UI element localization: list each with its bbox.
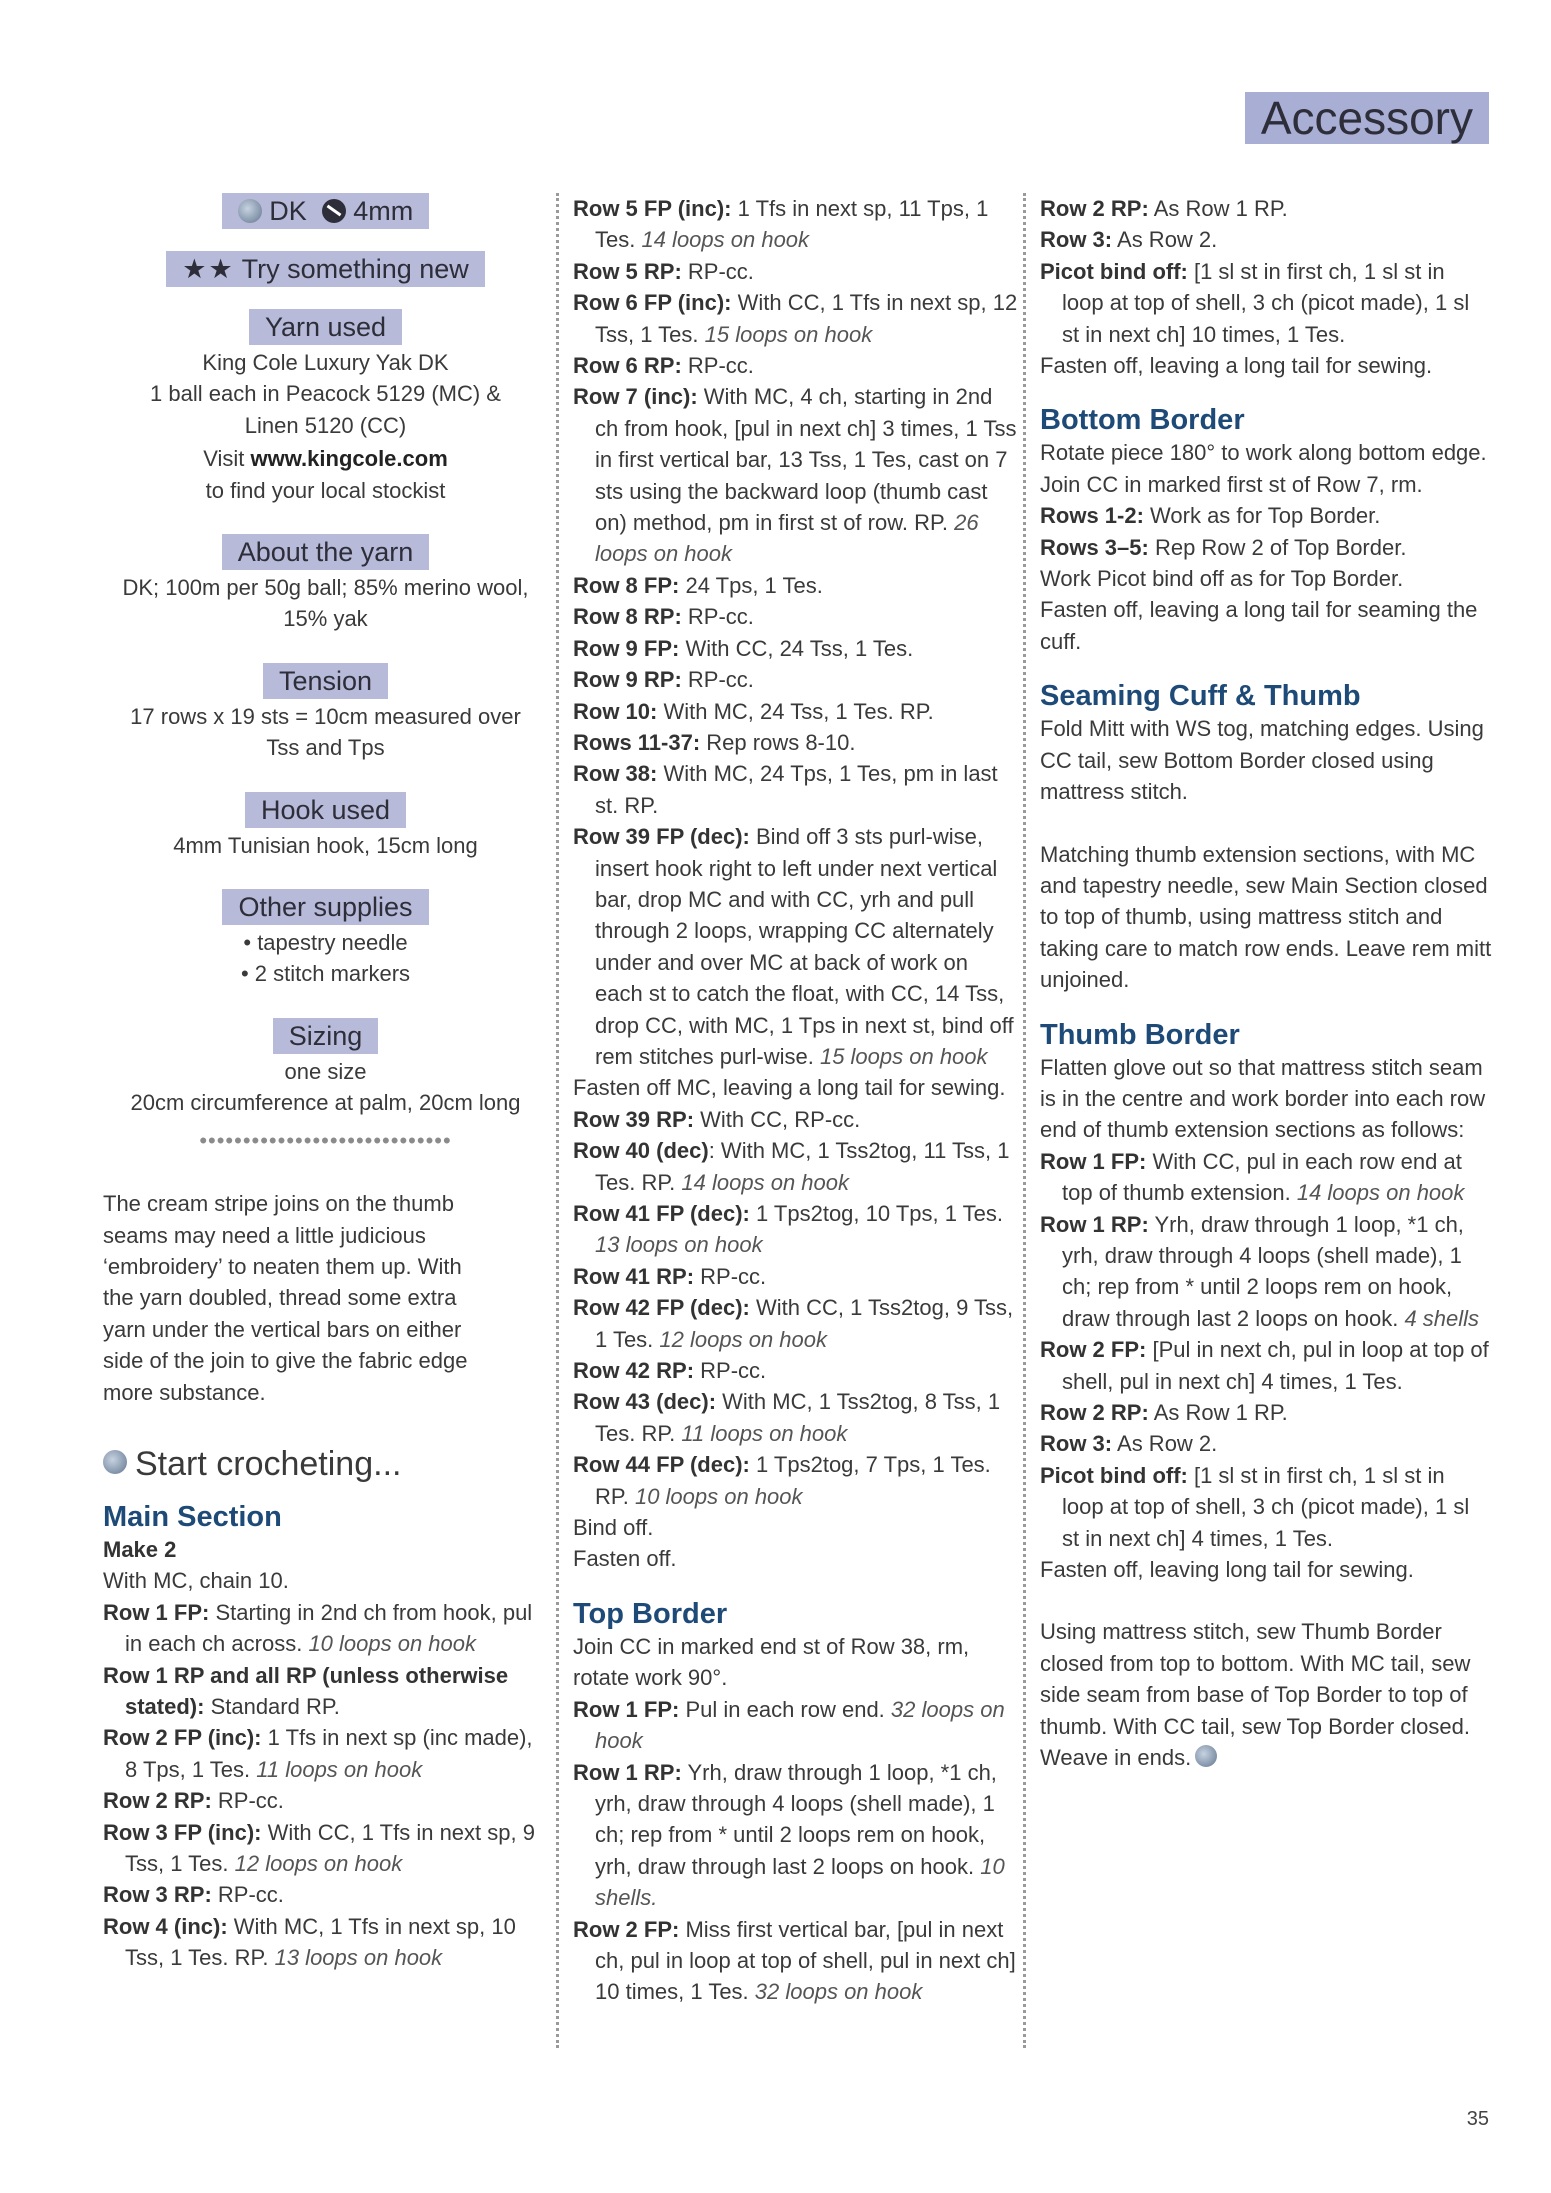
bottom-border-line: Rotate piece 180° to work along bottom edge. bbox=[1040, 440, 1487, 466]
row-text: [Pul in next ch, pul in loop at top of shell, pul in next ch] 4 times, 1 Tes. bbox=[1062, 1337, 1489, 1394]
row-label: Row 38: bbox=[573, 761, 658, 787]
row-text: Starting in 2nd ch from hook, pul in each ch across. bbox=[125, 1599, 533, 1657]
loop-count: 13 loops on hook bbox=[274, 1945, 443, 1971]
loop-count: 26 loops on hook bbox=[595, 510, 979, 567]
instruction-row bbox=[573, 727, 1018, 758]
row-text: 1 Tps2tog, 10 Tps, 1 Tes. bbox=[749, 1201, 1004, 1226]
row-label: Row 6 FP (inc): bbox=[573, 290, 732, 316]
row-text: RP-cc. bbox=[211, 1882, 284, 1908]
row-label: Picot bind off: bbox=[1040, 258, 1188, 284]
row-label: Row 4 (inc): bbox=[103, 1913, 228, 1939]
tip-note bbox=[103, 1188, 548, 1408]
row-text: RP-cc. bbox=[681, 604, 754, 630]
instruction-row bbox=[1040, 1209, 1492, 1335]
instruction-row bbox=[573, 1135, 1018, 1198]
seaming-heading: Seaming Cuff & Thumb bbox=[1040, 680, 1361, 713]
tension-line: 17 rows x 19 sts = 10cm measured over bbox=[130, 703, 521, 729]
instruction-row bbox=[1040, 1460, 1492, 1554]
fasten-off: Fasten off. bbox=[573, 1546, 677, 1572]
row-text: With CC, pul in each row end at top of thumb extension. bbox=[1062, 1148, 1462, 1206]
instruction-row bbox=[573, 570, 1018, 601]
hook-used-text: 4mm Tunisian hook, 15cm long bbox=[173, 832, 478, 858]
about-yarn-text bbox=[103, 572, 548, 635]
other-supplies-heading: Other supplies bbox=[222, 889, 428, 925]
about-yarn-line: 15% yak bbox=[283, 606, 368, 632]
row-text: With MC, 24 Tps, 1 Tes, pm in last st. RP. bbox=[595, 761, 998, 818]
bottom-border-line: Fasten off, leaving a long tail for seaming the cuff. bbox=[1040, 597, 1478, 654]
thumb-border-heading: Thumb Border bbox=[1040, 1018, 1240, 1051]
row-label: Rows 3–5: bbox=[1040, 534, 1149, 560]
loop-count: 14 loops on hook bbox=[641, 227, 810, 253]
main-section-rows bbox=[103, 1597, 548, 1974]
yarn-ball-icon bbox=[238, 199, 262, 223]
instruction-row bbox=[103, 1785, 548, 1816]
row-label: Row 3: bbox=[1040, 1431, 1113, 1457]
row-text: Rep rows 8-10. bbox=[700, 729, 856, 755]
row-label: Row 44 FP (dec): bbox=[573, 1452, 750, 1478]
row-label: Row 41 RP: bbox=[573, 1263, 695, 1289]
row-label: Row 6 RP: bbox=[573, 353, 682, 379]
tension-text bbox=[103, 701, 548, 764]
instructions-column-2 bbox=[573, 193, 1018, 2008]
row-label: Row 1 FP: bbox=[1040, 1148, 1147, 1174]
page-number: 35 bbox=[1466, 2107, 1489, 2130]
tension-heading: Tension bbox=[263, 663, 388, 699]
row-text: Rep Row 2 of Top Border. bbox=[1148, 534, 1407, 560]
row-label: Row 7 (inc): bbox=[573, 384, 698, 410]
instruction-row bbox=[1040, 224, 1492, 255]
main-section-heading: Main Section bbox=[103, 1500, 282, 1533]
bottom-border-line: Join CC in marked first st of Row 7, rm. bbox=[1040, 471, 1423, 497]
row-text: With CC, 1 Tfs in next sp, 12 Tss, 1 Tes. bbox=[595, 290, 1018, 347]
difficulty-label: Try something new bbox=[241, 254, 469, 284]
instruction-row bbox=[1040, 256, 1492, 350]
row-label: Row 9 FP: bbox=[573, 635, 680, 661]
instruction-row bbox=[573, 381, 1018, 569]
row-label: Row 41 FP (dec): bbox=[573, 1201, 750, 1226]
row-label: Row 3 FP (inc): bbox=[103, 1819, 262, 1845]
row-label: Row 1 FP: bbox=[103, 1599, 210, 1625]
row-label: Row 1 RP: bbox=[1040, 1211, 1149, 1237]
visit-prefix: Visit bbox=[203, 446, 245, 472]
row-label: Picot bind off: bbox=[1040, 1462, 1188, 1488]
instruction-row bbox=[573, 350, 1018, 381]
visit-suffix: to find your local stockist bbox=[205, 477, 446, 503]
section-tag: Accessory bbox=[1245, 92, 1489, 144]
row-label: Row 1 RP and all RP (unless otherwise stated): bbox=[103, 1662, 509, 1719]
hook-icon bbox=[322, 199, 346, 223]
row-text: With CC, 24 Tss, 1 Tes. bbox=[679, 635, 914, 661]
row-text: As Row 1 RP. bbox=[1148, 196, 1288, 221]
loop-count: 11 loops on hook bbox=[681, 1420, 848, 1446]
row-label: Row 43 (dec): bbox=[573, 1389, 717, 1415]
difficulty-stars: ★★ bbox=[182, 254, 235, 284]
instruction-row bbox=[1040, 1397, 1492, 1428]
supplies-list bbox=[103, 927, 548, 990]
instructions-column-3 bbox=[1040, 193, 1492, 1773]
row-text: 1 Tfs in next sp (inc made), 8 Tps, 1 Tes. bbox=[125, 1725, 533, 1782]
chain-instruction: With MC, chain 10. bbox=[103, 1568, 289, 1594]
note-line: the yarn doubled, thread some extra bbox=[103, 1285, 457, 1311]
row-text: Pul in each row end. bbox=[679, 1696, 891, 1722]
instruction-row bbox=[573, 1261, 1018, 1292]
difficulty-badge bbox=[103, 251, 548, 287]
loop-count: 14 loops on hook bbox=[681, 1169, 849, 1195]
rows-39-44 bbox=[573, 1104, 1018, 1512]
supply-item: • 2 stitch markers bbox=[240, 961, 411, 987]
loop-count: 32 loops on hook bbox=[595, 1696, 1005, 1754]
visit-line bbox=[103, 443, 548, 506]
loop-count: 14 loops on hook bbox=[1296, 1180, 1465, 1206]
row-label: Row 1 RP: bbox=[573, 1759, 682, 1785]
instruction-row bbox=[573, 1386, 1018, 1449]
bottom-border-line: Work Picot bind off as for Top Border. bbox=[1040, 566, 1404, 592]
row-text: RP-cc. bbox=[694, 1358, 767, 1384]
row-text: Work as for Top Border. bbox=[1143, 503, 1381, 529]
note-line: yarn under the vertical bars on either bbox=[103, 1316, 462, 1342]
about-yarn-heading: About the yarn bbox=[222, 534, 430, 570]
row-text: Yrh, draw through 1 loop, *1 ch, yrh, draw through 4 loops (shell made), 1 ch; rep from * until 2 loops rem on hook, draw through last 2 loops on hook. bbox=[1062, 1211, 1464, 1331]
yarn-used-line: Linen 5120 (CC) bbox=[244, 412, 407, 438]
loop-count: 32 loops on hook bbox=[754, 1979, 923, 2005]
note-line: side of the join to give the fabric edge bbox=[103, 1348, 468, 1374]
start-crocheting-heading bbox=[103, 1442, 548, 1486]
row-text: RP-cc. bbox=[694, 1263, 767, 1289]
top-border-heading: Top Border bbox=[573, 1597, 728, 1630]
row-label: Row 2 FP: bbox=[573, 1916, 680, 1942]
row-label: Row 2 FP: bbox=[1040, 1337, 1147, 1363]
loop-count: 10 shells. bbox=[595, 1853, 1005, 1911]
row-label: Row 8 FP: bbox=[573, 572, 680, 598]
thumb-border-intro: Flatten glove out so that mattress stitch seam is in the centre and work border into each row end of thumb extension sections as follows: bbox=[1040, 1054, 1486, 1143]
row-text: 1 Tps2tog, 7 Tps, 1 Tes. RP. bbox=[595, 1452, 991, 1509]
hook-size-label: 4mm bbox=[353, 196, 414, 226]
instruction-row bbox=[573, 1355, 1018, 1386]
row-text: With MC, 4 ch, starting in 2nd ch from hook, [pul in next ch] 3 times, 1 Tss in first vertical bar, 13 Tss, 1 Tes, cast on 7 sts using the backward loop (thumb cast on) method, pm in first st of row. RP. bbox=[595, 384, 1017, 536]
instruction-row bbox=[1040, 1428, 1492, 1459]
row-label: Row 5 RP: bbox=[573, 258, 682, 284]
row-label: Row 3 RP: bbox=[103, 1882, 212, 1908]
weave-in-ends: Weave in ends. bbox=[1040, 1742, 1492, 1773]
sidebar-column bbox=[103, 193, 548, 1974]
instruction-row bbox=[1040, 1146, 1492, 1209]
note-line: The cream stripe joins on the thumb bbox=[103, 1191, 454, 1217]
sizing-line: one size bbox=[284, 1058, 367, 1084]
top-border-rows bbox=[573, 1694, 1018, 2008]
row-label: Rows 11-37: bbox=[573, 729, 701, 755]
instruction-row bbox=[103, 1911, 548, 1974]
instruction-row bbox=[573, 664, 1018, 695]
loop-count: 12 loops on hook bbox=[659, 1326, 827, 1352]
row-label: Row 39 RP: bbox=[573, 1106, 695, 1132]
bottom-border-rows bbox=[1040, 500, 1492, 563]
instruction-row bbox=[573, 287, 1018, 350]
top-border-rows-cont bbox=[1040, 193, 1492, 350]
loop-count: 15 loops on hook bbox=[704, 321, 873, 347]
row-text: With CC, RP-cc. bbox=[694, 1106, 861, 1132]
sizing-text bbox=[103, 1056, 548, 1119]
row-label: Row 1 FP: bbox=[573, 1696, 680, 1722]
instruction-row bbox=[103, 1722, 548, 1785]
thumb-border-fasten: Fasten off, leaving long tail for sewing. bbox=[1040, 1557, 1414, 1583]
tension-line: Tss and Tps bbox=[266, 735, 385, 761]
sizing-heading: Sizing bbox=[273, 1018, 379, 1054]
instruction-row bbox=[573, 1292, 1018, 1355]
row-text: Standard RP. bbox=[204, 1693, 340, 1719]
yarn-used-heading: Yarn used bbox=[249, 309, 402, 345]
supply-item: • tapestry needle bbox=[243, 930, 408, 956]
loop-count: 10 loops on hook bbox=[308, 1631, 477, 1657]
row-label: Row 39 FP (dec): bbox=[573, 824, 750, 850]
loop-count: 12 loops on hook bbox=[234, 1851, 403, 1876]
instruction-row bbox=[573, 696, 1018, 727]
loop-count: 11 loops on hook bbox=[256, 1756, 423, 1782]
row-text: With MC, 1 Tfs in next sp, 10 Tss, 1 Tes. RP. bbox=[125, 1913, 516, 1971]
note-line: seams may need a little judicious bbox=[103, 1222, 426, 1248]
instruction-row bbox=[573, 1449, 1018, 1512]
yarn-hook-badge bbox=[103, 193, 548, 229]
instruction-row bbox=[573, 1757, 1018, 1914]
row-text: As Row 2. bbox=[1112, 227, 1218, 253]
row-label: Row 42 RP: bbox=[573, 1358, 695, 1384]
row-text: With MC, 24 Tss, 1 Tes. RP. bbox=[657, 698, 934, 724]
loop-count: 4 shells bbox=[1404, 1305, 1480, 1331]
row-text: Bind off 3 sts purl-wise, insert hook right to left under next vertical bar, drop MC and with CC, yrh and pull through 2 loops, wrapping CC alternately under and over MC at back of work on each st to catch the float, with CC, 14 Tss, drop CC, with MC, 1 Tps in next st, bind off rem stitches purl-wise. bbox=[595, 824, 1014, 1069]
row-label: Row 2 RP: bbox=[1040, 1400, 1149, 1425]
bind-off: Bind off. bbox=[573, 1515, 654, 1541]
row-label: Row 2 FP (inc): bbox=[103, 1725, 262, 1751]
instruction-row bbox=[573, 633, 1018, 664]
seaming-para-1: Fold Mitt with WS tog, matching edges. Using CC tail, sew Bottom Border closed using mattress stitch. bbox=[1040, 716, 1484, 805]
instruction-row bbox=[573, 1694, 1018, 1757]
top-border-intro: Join CC in marked end st of Row 38, rm, rotate work 90°. bbox=[573, 1633, 970, 1691]
row-text: Yrh, draw through 1 loop, *1 ch, yrh, draw through 4 loops (shell made), 1 ch; rep from * until 2 loops rem on hook, yrh, draw through last 2 loops on hook. bbox=[595, 1759, 997, 1879]
instruction-row bbox=[103, 1879, 548, 1910]
yarn-ball-icon bbox=[103, 1450, 127, 1474]
dotted-divider: ••••••••••••••••••••••••••••• bbox=[199, 1127, 452, 1153]
row-text: [1 sl st in first ch, 1 sl st in loop at top of shell, 3 ch (picot made), 1 sl st in next ch] 4 times, 1 Tes. bbox=[1062, 1462, 1470, 1551]
row-text: With CC, 1 Tfs in next sp, 9 Tss, 1 Tes. bbox=[125, 1819, 535, 1876]
row-label: Row 42 FP (dec): bbox=[573, 1295, 750, 1321]
seaming-para-2: Matching thumb extension sections, with MC and tapestry needle, sew Main Section closed to top of thumb, using mattress stitch and taking care to match row ends. Leave rem mitt unjoined. bbox=[1040, 841, 1492, 993]
loop-count: 15 loops on hook bbox=[819, 1043, 988, 1069]
instruction-row bbox=[573, 1198, 1018, 1261]
bottom-border-finish bbox=[1040, 563, 1492, 657]
row-text: 24 Tps, 1 Tes. bbox=[679, 572, 823, 598]
rows-5-39 bbox=[573, 193, 1018, 1072]
row-label: Row 8 RP: bbox=[573, 604, 682, 630]
row-text: RP-cc. bbox=[681, 258, 754, 284]
row-label: Row 5 FP (inc): bbox=[573, 196, 732, 221]
top-border-fasten: Fasten off, leaving a long tail for sewing. bbox=[1040, 353, 1433, 379]
row-text: With CC, 1 Tss2tog, 9 Tss, 1 Tes. bbox=[595, 1295, 1014, 1352]
note-line: more substance. bbox=[103, 1379, 266, 1405]
row-text: 1 Tfs in next sp, 11 Tps, 1 Tes. bbox=[595, 196, 989, 253]
hook-used-heading: Hook used bbox=[245, 792, 406, 828]
yarn-used-text bbox=[103, 347, 548, 441]
instruction-row bbox=[1040, 532, 1492, 563]
end-yarn-ball-icon bbox=[1195, 1745, 1217, 1767]
instruction-row bbox=[573, 758, 1018, 821]
row-label: Row 2 RP: bbox=[103, 1788, 212, 1814]
row-text: With MC, 1 Tss2tog, 8 Tss, 1 Tes. RP. bbox=[595, 1389, 1001, 1446]
loop-count: 10 loops on hook bbox=[634, 1483, 803, 1509]
row-label: Row 2 RP: bbox=[1040, 196, 1149, 221]
row-text: As Row 1 RP. bbox=[1148, 1400, 1288, 1425]
row-label: Row 10: bbox=[573, 698, 658, 724]
row-label: Rows 1-2: bbox=[1040, 503, 1144, 529]
row-text: Miss first vertical bar, [pul in next ch, pul in loop at top of shell, pul in next ch] 10 times, 1 Tes. bbox=[595, 1916, 1016, 2005]
start-heading-text: Start crocheting... bbox=[135, 1444, 402, 1483]
row-text: RP-cc. bbox=[681, 353, 754, 379]
row-label: Row 9 RP: bbox=[573, 667, 682, 693]
row-text: RP-cc. bbox=[211, 1788, 284, 1814]
thumb-border-rows bbox=[1040, 1146, 1492, 1554]
instruction-row bbox=[103, 1660, 548, 1723]
weight-label: DK bbox=[269, 196, 307, 226]
instruction-row bbox=[573, 601, 1018, 632]
row-text: RP-cc. bbox=[681, 667, 754, 693]
instruction-row bbox=[573, 193, 1018, 256]
note-line: ‘embroidery’ to neaten them up. With bbox=[103, 1253, 462, 1279]
sizing-line: 20cm circumference at palm, 20cm long bbox=[130, 1090, 521, 1116]
instruction-row bbox=[1040, 1334, 1492, 1397]
row-text: : With MC, 1 Tss2tog, 11 Tss, 1 Tes. RP. bbox=[595, 1138, 1010, 1195]
about-yarn-line: DK; 100m per 50g ball; 85% merino wool, bbox=[122, 575, 529, 601]
bottom-border-heading: Bottom Border bbox=[1040, 404, 1245, 437]
row-label: Row 40 (dec) bbox=[573, 1138, 709, 1164]
loop-count: 13 loops on hook bbox=[595, 1232, 763, 1258]
row-text: As Row 2. bbox=[1112, 1431, 1218, 1457]
fasten-off-mc: Fasten off MC, leaving a long tail for sewing. bbox=[573, 1075, 1006, 1101]
instruction-row bbox=[573, 1914, 1018, 2008]
yarn-used-line: King Cole Luxury Yak DK bbox=[202, 350, 449, 375]
instruction-row bbox=[573, 821, 1018, 1072]
kingcole-link[interactable]: www.kingcole.com bbox=[250, 446, 448, 472]
instruction-row bbox=[573, 256, 1018, 287]
final-paragraph: Using mattress stitch, sew Thumb Border closed from top to bottom. With MC tail, sew side seam from base of Top Border to top of thumb. With CC tail, sew Top Border closed. bbox=[1040, 1619, 1471, 1739]
make-count: Make 2 bbox=[103, 1536, 177, 1562]
row-text: [1 sl st in first ch, 1 sl st in loop at top of shell, 3 ch (picot made), 1 sl st in next ch] 10 times, 1 Tes. bbox=[1062, 258, 1470, 347]
bottom-border-intro bbox=[1040, 437, 1492, 500]
instruction-row bbox=[1040, 193, 1492, 224]
row-label: Row 3: bbox=[1040, 227, 1113, 253]
yarn-used-line: 1 ball each in Peacock 5129 (MC) & bbox=[150, 381, 501, 407]
instruction-row bbox=[573, 1104, 1018, 1135]
instruction-row bbox=[103, 1597, 548, 1660]
instruction-row bbox=[1040, 500, 1492, 531]
instruction-row bbox=[103, 1817, 548, 1880]
